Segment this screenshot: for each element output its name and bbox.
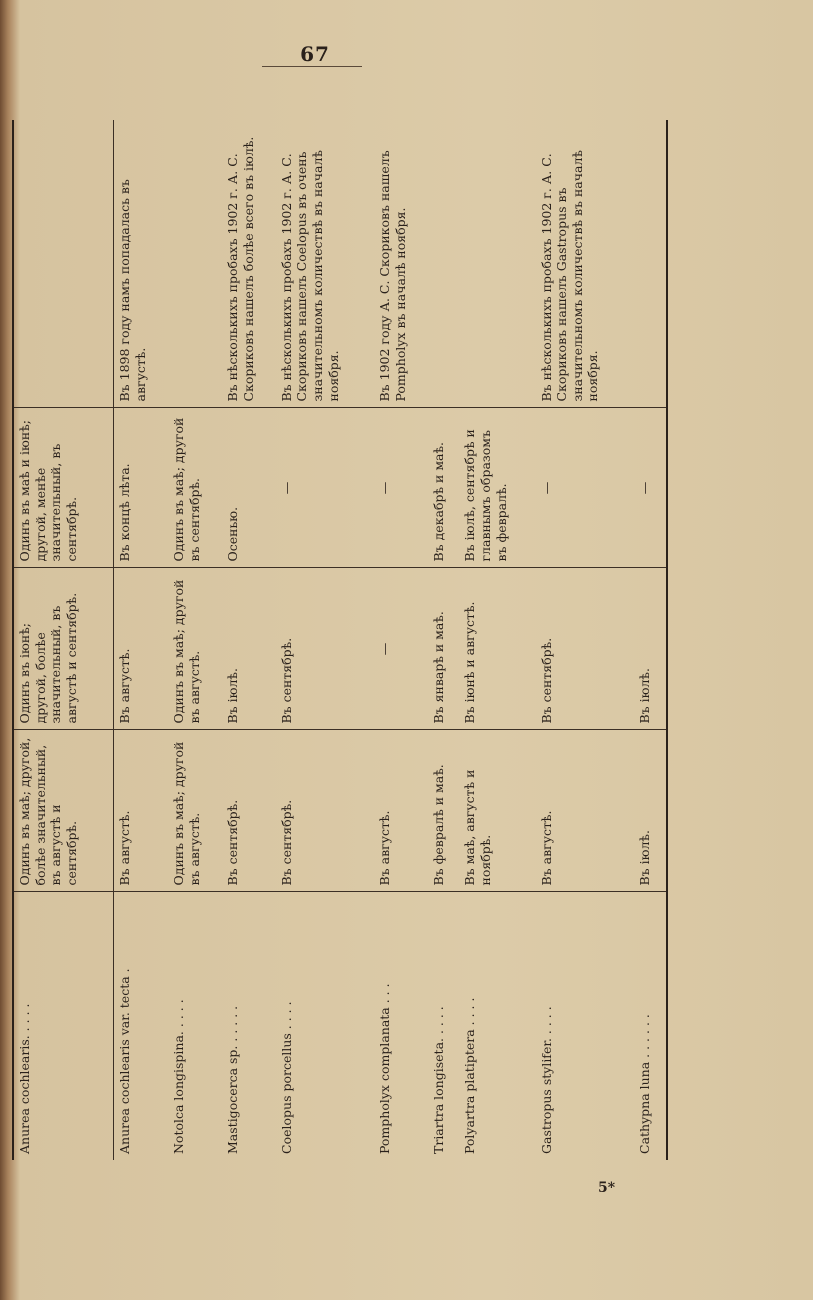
season-cell-col4: Осенью.: [222, 408, 276, 568]
season-cell-col3: Въ августѣ.: [114, 568, 168, 730]
table-row: [634, 120, 667, 1160]
season-cell-col2: Въ августѣ.: [114, 730, 168, 892]
note-cell: [13, 120, 114, 408]
note-cell: [459, 120, 535, 408]
printer-signature-mark: 5*: [598, 1180, 616, 1196]
season-cell-col3: Одинъ въ маѣ; другой въ августѣ.: [168, 568, 222, 730]
rotifer-occurrence-table: [12, 120, 668, 1160]
season-cell-col2: Въ августѣ.: [374, 730, 428, 892]
page-number-rule: [262, 66, 362, 67]
table-row: [222, 120, 276, 1160]
species-cell: Triartra longiseta. . . . .: [428, 892, 459, 1160]
species-cell: Pompholyx complanata . . .: [374, 892, 428, 1160]
species-cell: Gastropus stylifer. . . . .: [536, 892, 635, 1160]
season-cell-col3: Въ іюлѣ.: [634, 568, 667, 730]
season-cell-col2: Одинъ въ маѣ; другой, болѣе значительный, въ августѣ и сентябрѣ.: [13, 730, 114, 892]
season-cell-col3: Въ іюлѣ.: [222, 568, 276, 730]
rotated-table-container: [12, 120, 668, 1160]
season-cell-col2: Въ февралѣ и маѣ.: [428, 730, 459, 892]
table-row: [428, 120, 459, 1160]
species-cell: Anurea cochlearis. . . . .: [13, 892, 114, 1160]
species-cell: Anurea cochlearis var. tecta .: [114, 892, 168, 1160]
season-cell-col3: Въ январѣ и маѣ.: [428, 568, 459, 730]
note-cell: Въ нѣсколькихъ пробахъ 1902 г. А. С. Скориковъ нашелъ Gastropus въ значительномъ количествѣ въ началѣ ноября.: [536, 120, 635, 408]
table-row: [374, 120, 428, 1160]
table-row: [459, 120, 535, 1160]
note-cell: Въ нѣсколькихъ пробахъ 1902 г. А. С. Скориковъ нашелъ болѣе всего въ іюлѣ.: [222, 120, 276, 408]
note-cell: [168, 120, 222, 408]
table-row: [13, 120, 114, 1160]
page-number: 67: [300, 42, 330, 66]
season-cell-col4: Одинъ въ маѣ и іюнѣ; другой, менѣе значительный, въ сентябрѣ.: [13, 408, 114, 568]
season-cell-col2: Въ сентябрѣ.: [222, 730, 276, 892]
species-cell: Notolca longispina. . . . .: [168, 892, 222, 1160]
species-cell: Mastigocerca sp. . . . . .: [222, 892, 276, 1160]
season-cell-col4: Одинъ въ маѣ; другой въ сентябрѣ.: [168, 408, 222, 568]
season-cell-col2: Въ маѣ, августѣ и ноябрѣ.: [459, 730, 535, 892]
season-cell-col4: —: [374, 408, 428, 568]
season-cell-col3: Одинъ въ іюнѣ; другой, болѣе значительный, въ августѣ и сентябрѣ.: [13, 568, 114, 730]
note-cell: [428, 120, 459, 408]
season-cell-col2: Одинъ въ маѣ; другой въ августѣ.: [168, 730, 222, 892]
species-cell: Polyartra platiptera . . . .: [459, 892, 535, 1160]
table-row: [114, 120, 168, 1160]
species-cell: Cathypna luna . . . . . .: [634, 892, 667, 1160]
species-cell: Coelopus porcellus . . . .: [276, 892, 375, 1160]
season-cell-col4: —: [276, 408, 375, 568]
table-row: [276, 120, 375, 1160]
season-cell-col3: —: [374, 568, 428, 730]
note-cell: Въ 1902 году А. С. Скориковъ нашелъ Pompholyx въ началѣ ноября.: [374, 120, 428, 408]
season-cell-col3: Въ іюнѣ и августѣ.: [459, 568, 535, 730]
season-cell-col4: —: [634, 408, 667, 568]
season-cell-col3: Въ сентябрѣ.: [536, 568, 635, 730]
table-row: [168, 120, 222, 1160]
note-cell: Въ 1898 году намъ попадалась въ августѣ.: [114, 120, 168, 408]
season-cell-col2: Въ августѣ.: [536, 730, 635, 892]
note-cell: Въ нѣсколькихъ пробахъ 1902 г. А. С. Скориковъ нашелъ Coelopus въ очень значительномъ количествѣ въ началѣ ноября.: [276, 120, 375, 408]
season-cell-col4: Въ декабрѣ и маѣ.: [428, 408, 459, 568]
season-cell-col3: Въ сентябрѣ.: [276, 568, 375, 730]
season-cell-col4: Въ концѣ лѣта.: [114, 408, 168, 568]
season-cell-col2: Въ сентябрѣ.: [276, 730, 375, 892]
table-row: [536, 120, 635, 1160]
season-cell-col4: Въ іюлѣ, сентябрѣ и главнымъ образомъ въ февралѣ.: [459, 408, 535, 568]
season-cell-col2: Въ іюлѣ.: [634, 730, 667, 892]
season-cell-col4: —: [536, 408, 635, 568]
note-cell: [634, 120, 667, 408]
